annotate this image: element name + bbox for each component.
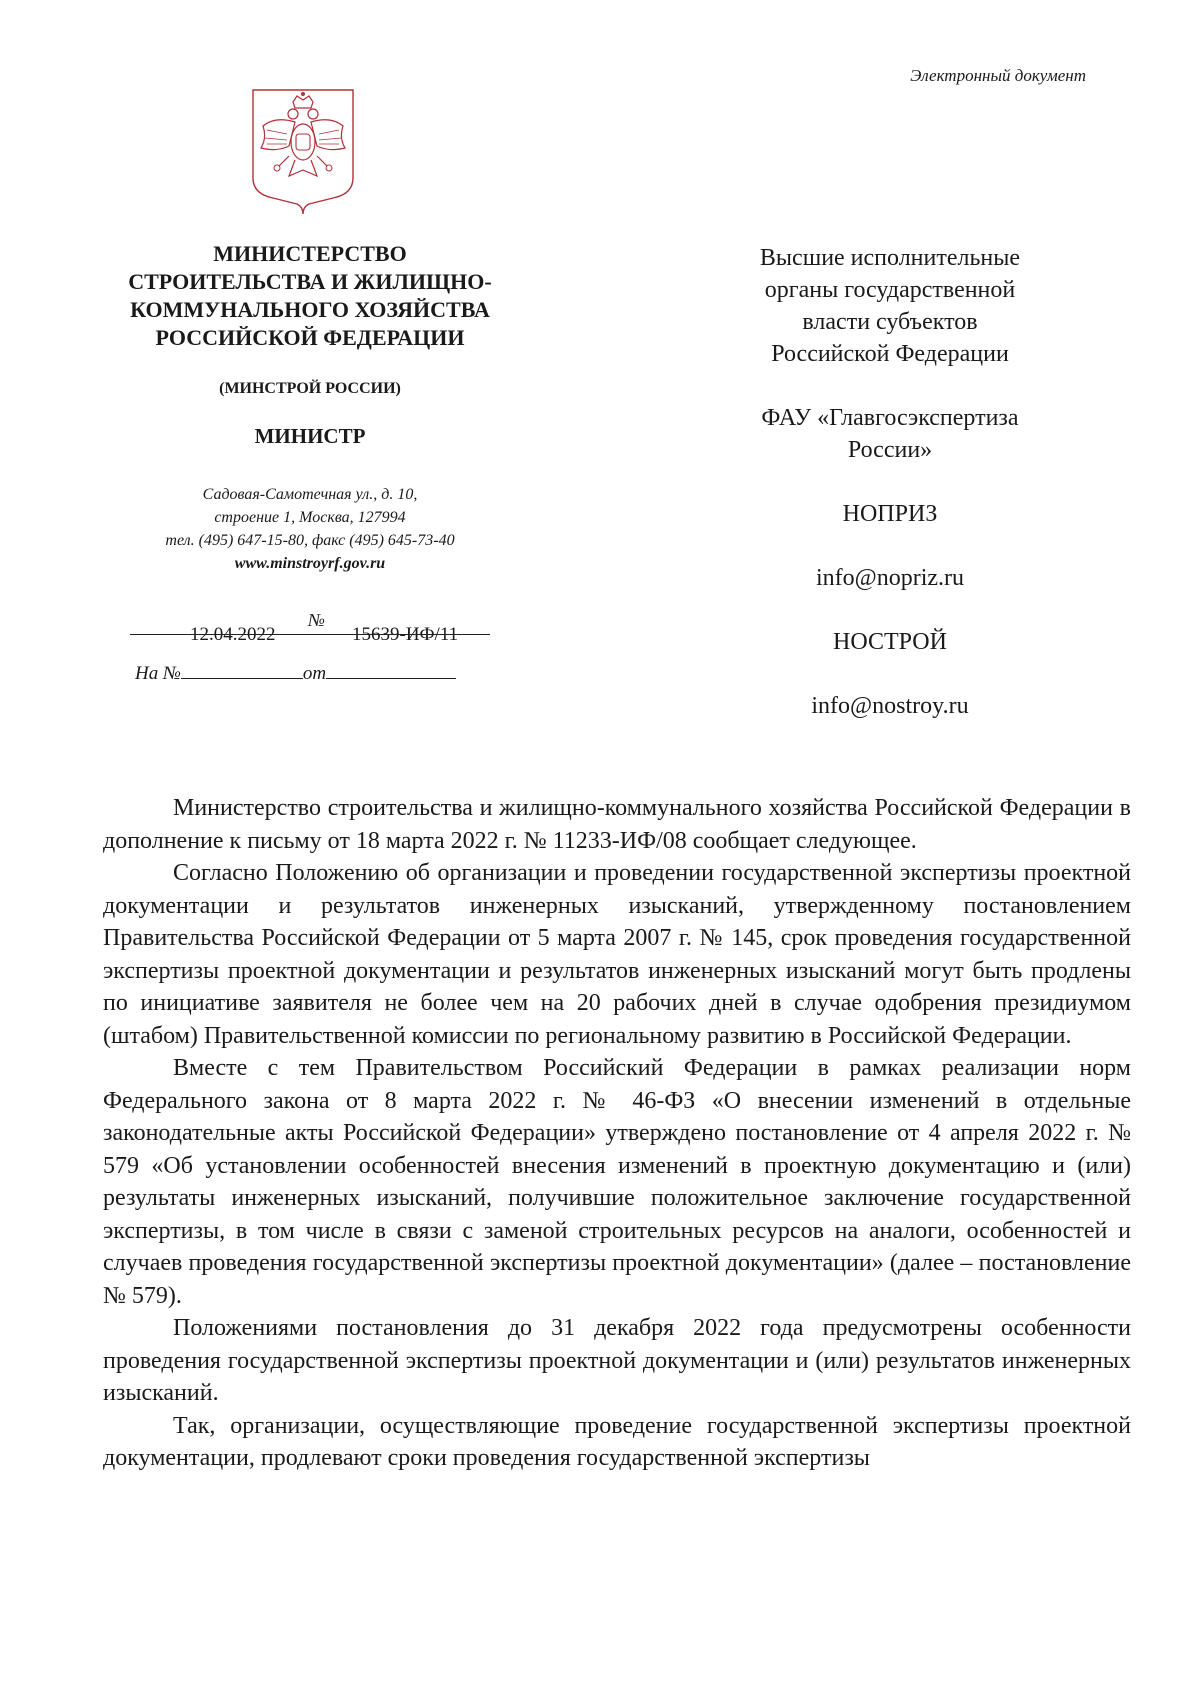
- reply-date-blank: [326, 660, 456, 679]
- recipient-line: ФАУ «Главгосэкспертиза: [761, 405, 1019, 431]
- recipient-line: Высшие исполнительные: [759, 245, 1021, 271]
- recipient-line: власти субъектов: [802, 309, 978, 335]
- reply-reference-line: [135, 660, 495, 685]
- recipient-nopriz: НОПРИЗ: [842, 501, 938, 527]
- address-line: строение 1, Москва, 127994: [214, 509, 406, 526]
- reply-prefix: На №: [135, 663, 181, 684]
- ministry-name-line: МИНИСТЕРСТВО: [213, 241, 407, 266]
- ministry-name-line: КОММУНАЛЬНОГО ХОЗЯЙСТВА: [130, 297, 490, 322]
- sender-position: МИНИСТР: [254, 424, 366, 448]
- body-paragraph: Так, организации, осуществляющие проведение государственной экспертизы проектной документации, продлевают сроки проведения государственной экспертизы: [103, 1412, 1131, 1471]
- coat-of-arms-icon: [249, 86, 357, 218]
- website-link[interactable]: www.minstroyrf.gov.ru: [234, 555, 386, 572]
- recipient-line: органы государственной: [764, 277, 1016, 303]
- reply-number-blank: [181, 660, 303, 679]
- electronic-document-label: Электронный документ: [910, 66, 1086, 85]
- ministry-short-name: (МИНСТРОЙ РОССИИ): [219, 380, 401, 397]
- address-line: тел. (495) 647-15-80, факс (495) 645-73-40: [165, 532, 455, 549]
- recipient-line: России»: [847, 437, 933, 463]
- address-line: Садовая-Самотечная ул., д. 10,: [202, 486, 418, 503]
- body-paragraph: Вместе с тем Правительством Российский Федерации в рамках реализации норм Федерального закона от 8 марта 2022 г. № 46-ФЗ «О внесении изменений в отдельные законодательные акты Российской Федерации» утверждено постановление от 4 апреля 2022 г. № 579 «Об установлении особенностей внесения изменений в проектную документацию и (или) результаты инженерных изысканий, получившие положительное заключение государственной экспертизы, в том числе в связи с заменой строительных ресурсов на аналоги, особенностей и случаев проведения государственной экспертизы проектной документации» (далее – постановление № 579).: [103, 1055, 1131, 1309]
- number-sign: №: [308, 610, 325, 630]
- recipient-line: Российской Федерации: [771, 341, 1009, 367]
- ministry-name: [100, 240, 520, 352]
- registration-underline: [130, 634, 490, 635]
- document-number: 15639-ИФ/11: [352, 624, 459, 645]
- ministry-name-line: РОССИЙСКОЙ ФЕДЕРАЦИИ: [155, 325, 465, 350]
- document-date: 12.04.2022: [190, 624, 276, 645]
- reply-from-label: от: [302, 663, 327, 684]
- body-paragraph: Согласно Положению об организации и проведении государственной экспертизы проектной документации и результатов инженерных изысканий, утвержденному постановлением Правительства Российской Федерации от 5 марта 2007 г. № 145, срок проведения государственной экспертизы проектной документации и результатов инженерных изысканий могут быть продлены по инициативе заявителя не более чем на 20 рабочих дней в случае одобрения президиумом (штабом) Правительственной комиссии по региональному развитию в Российской Федерации.: [103, 860, 1131, 1049]
- registration-line: [130, 610, 490, 645]
- recipient-email-nopriz[interactable]: info@nopriz.ru: [815, 565, 965, 591]
- body-paragraph: Министерство строительства и жилищно-коммунального хозяйства Российской Федерации в дополнение к письму от 18 марта 2022 г. № 11233-ИФ/08 сообщает следующее.: [103, 795, 1131, 854]
- recipient-nostroy: НОСТРОЙ: [833, 629, 947, 655]
- ministry-name-line: СТРОИТЕЛЬСТВА И ЖИЛИЩНО-: [128, 269, 492, 294]
- recipients-block: [700, 242, 1080, 722]
- sender-block: [100, 240, 520, 575]
- recipient-email-nostroy[interactable]: info@nostroy.ru: [811, 693, 969, 719]
- letter-body: [103, 792, 1131, 1475]
- body-paragraph: Положениями постановления до 31 декабря 2022 года предусмотрены особенности проведения государственной экспертизы проектной документации и (или) результатов инженерных изысканий.: [103, 1315, 1131, 1406]
- sender-address: [100, 483, 520, 575]
